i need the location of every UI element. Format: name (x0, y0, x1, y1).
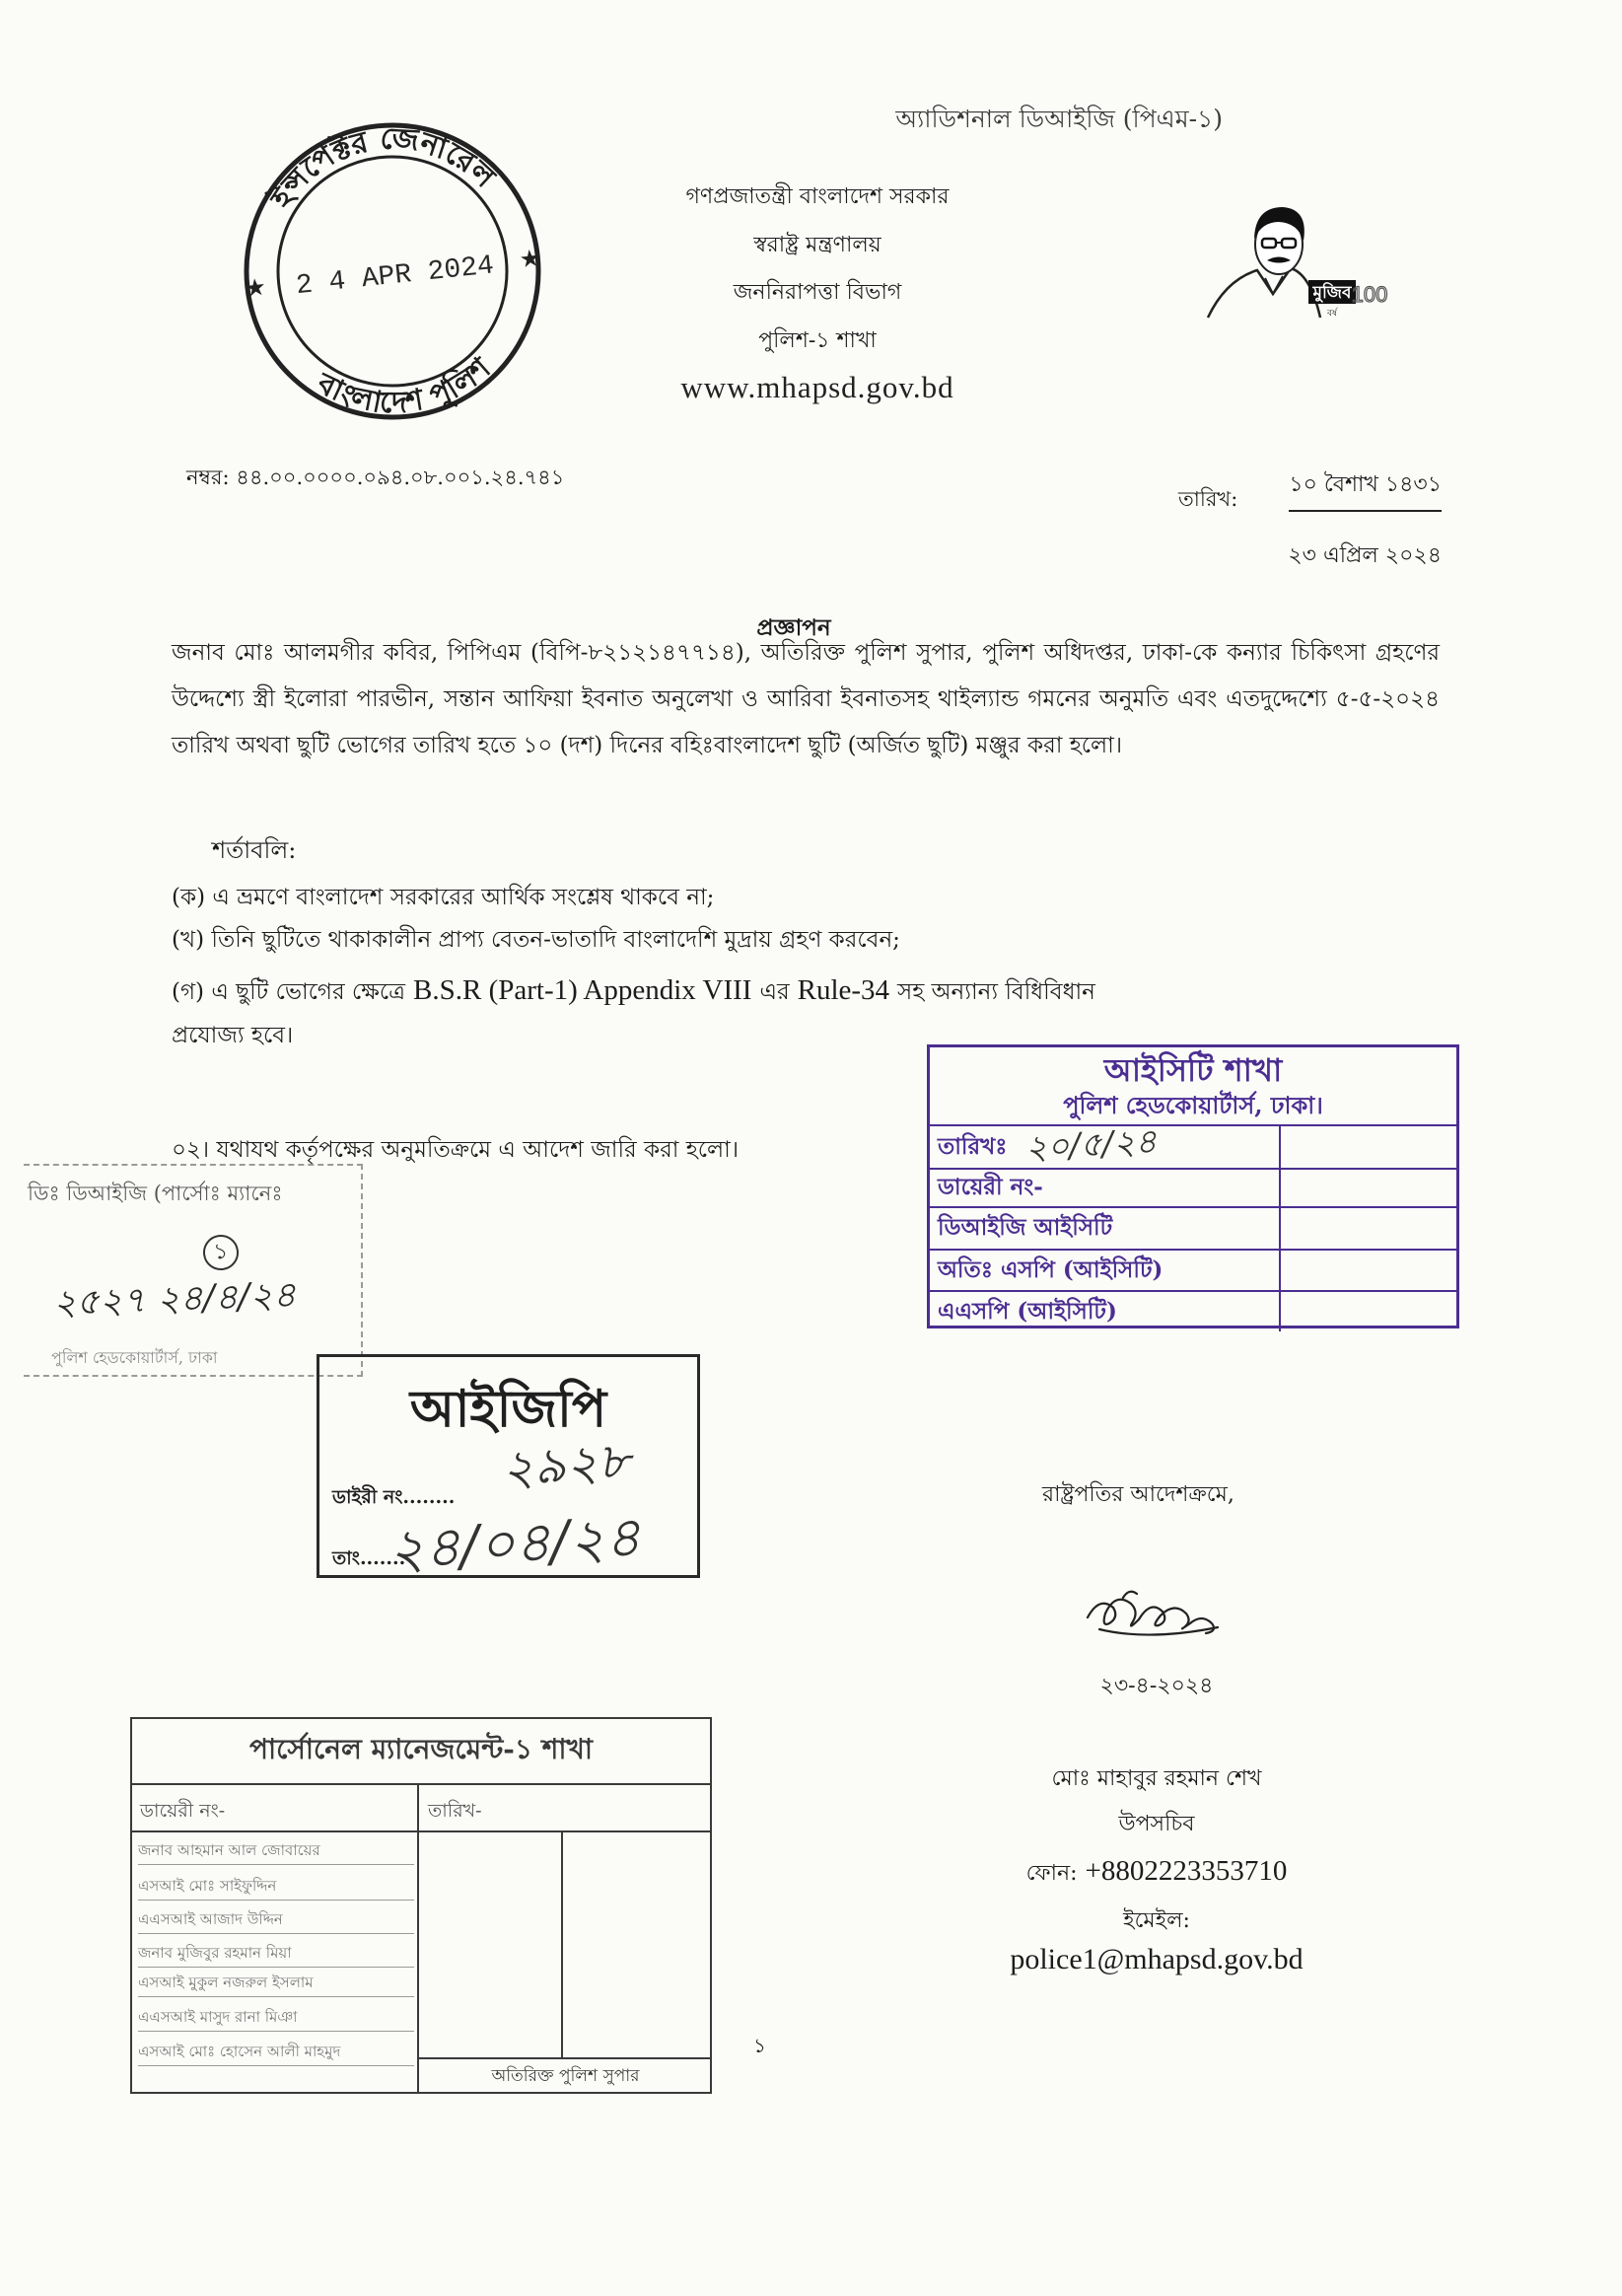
dig-stamp-title: ডিঃ ডিআইজি (পার্সোঃ ম্যানেঃ (28, 1182, 283, 1205)
dig-handwritten-entry: ২৫২৭ ২৪/৪/২৪ (52, 1274, 297, 1325)
personnel-management-stamp (130, 1717, 712, 2094)
ict-row-label-cell (930, 1121, 1281, 1168)
ict-row-value-cell (1281, 1126, 1456, 1168)
pm1-diary-label: ডায়েরী নং- (140, 1800, 226, 1822)
top-right-note: অ্যাডিশনাল ডিআইজি (পিএম-১) (895, 105, 1223, 133)
ict-stamp-row (930, 1208, 1456, 1251)
condition-c-part: (গ) এ ছুটি ভোগের ক্ষেত্রে (172, 979, 406, 1005)
ict-row-label-cell (930, 1292, 1281, 1331)
ict-row-label: অতিঃ এসপি (আইসিটি) (938, 1256, 1164, 1283)
pm1-name-row: জনাব মুজিবুর রহমান মিয়া (138, 1942, 414, 1968)
pm1-name-row: এএসআই আজাদ উদ্দিন (138, 1908, 414, 1934)
ict-row-label: এএসপি (আইসিটি) (938, 1297, 1117, 1325)
order-line: ০২। যথাযথ কর্তৃপক্ষের অনুমতিক্রমে এ আদেশ জারি করা হলো। (172, 1137, 740, 1163)
ict-row-label-cell (930, 1208, 1281, 1249)
handwritten-signature (1080, 1578, 1228, 1649)
govt-name: গণপ্রজাতন্ত্রী বাংলাদেশ সরকার (685, 184, 950, 209)
ict-row-value-cell (1281, 1251, 1456, 1290)
condition-c-part: এর (759, 979, 790, 1005)
pm1-column-divider (561, 1832, 563, 2059)
mujib-portrait-logo-icon (1200, 197, 1388, 320)
condition-a: (ক) এ ভ্রমণে বাংলাদেশ সরকারের আর্থিক সংশ্লেষ থাকবে না; (172, 885, 715, 910)
igp-diary-stamp (317, 1354, 700, 1583)
dig-stamp-footer: পুলিশ হেডকোয়ার্টার্স, ঢাকা (51, 1348, 218, 1367)
memo-number: নম্বর: ৪৪.০০.০০০০.০৯৪.০৮.০০১.২৪.৭৪১ (186, 466, 565, 489)
ict-stamp-row (930, 1251, 1456, 1292)
ict-stamp-row (930, 1121, 1456, 1170)
condition-c-part: সহ অন্যান্য বিধিবিধান (897, 979, 1095, 1005)
ict-row-label-cell (930, 1251, 1281, 1290)
igp-handwritten-diary-number: ২৯২৮ (499, 1431, 632, 1498)
division-name: জননিরাপত্তা বিভাগ (733, 280, 902, 305)
igp-diary-label: ডাইরী নং........ (332, 1486, 456, 1508)
inspector-general-seal (235, 113, 550, 429)
signatory-designation: উপসচিব (1118, 1812, 1195, 1836)
pm1-stamp-title: পার্সোনেল ম্যানেজমেন্ট-১ শাখা (132, 1719, 710, 1785)
ict-row-value-cell (1281, 1208, 1456, 1249)
ministry-name: স্বরাষ্ট্র মন্ত্রণালয় (753, 233, 882, 257)
igp-stamp-title: আইজিপি (409, 1379, 607, 1439)
igp-handwritten-date: ২৪/০৪/২৪ (387, 1505, 643, 1583)
igp-date-label: তাং....... (332, 1547, 406, 1569)
seal-top-text: ইন্সপেক্টর জেনারেল (264, 121, 502, 215)
notification-body: জনাব মোঃ আলমগীর কবির, পিপিএম (বিপি-৮২১২১৪৭৭১৪), অতিরিক্ত পুলিশ সুপার, পুলিশ অধিদপ্তর, ঢাকা-কে কন্যার চিকিৎসা গ্রহণের উদ্দেশ্যে স্ত্রী ইলোরা পারভীন, সন্তান আফিয়া ইবনাত অনুলেখা ও আরিবা ইবনাতসহ থাইল্যান্ড গমনের অনুমতি এবং এতদুদ্দেশ্যে ৫-৫-২০২৪ তারিখ অথবা ছুটি ভোগের তারিখ হতে ১০ (দশ) দিনের বহিঃবাংলাদেশ ছুটি (অর্জিত ছুটি) মঞ্জুর করা হলো। (172, 640, 1440, 758)
signatory-name: মোঃ মাহাবুর রহমান শেখ (1051, 1766, 1262, 1791)
ict-row-label: ডায়েরী নং- (938, 1174, 1043, 1200)
pm1-name-row: এসআই মোঃ সাইফুদ্দিন (138, 1875, 414, 1901)
svg-text:মুজিব: মুজিব (1312, 283, 1352, 303)
condition-c-rule-ref: B.S.R (Part-1) Appendix VIII (413, 974, 752, 1006)
ict-row-label: তারিখঃ (938, 1132, 1008, 1160)
seal-star-left-icon: ★ (243, 272, 268, 303)
pm1-signatory-title: অতিরিক্ত পুলিশ সুপার (419, 2057, 712, 2094)
pm1-column-divider (417, 1785, 419, 2094)
conditions-heading: শর্তাবলি: (212, 836, 297, 864)
ict-row-value-cell (1281, 1170, 1456, 1206)
pm1-name-row: এএসআই মাসুদ রানা মিঞা (138, 2006, 414, 2032)
date-label: তারিখ: (1178, 487, 1238, 511)
ict-handwritten-date: ২০/৫/২৪ (1023, 1121, 1158, 1168)
pm1-date-label: তারিখ- (428, 1800, 482, 1822)
ict-stamp-header (930, 1047, 1456, 1126)
svg-text:বর্ষ: বর্ষ (1327, 309, 1337, 319)
pm1-name-row: জনাব আহমান আল জোবায়ের (138, 1839, 414, 1865)
condition-c-continuation: প্রযোজ্য হবে। (172, 1023, 294, 1048)
condition-c-rule-number: Rule-34 (797, 974, 890, 1006)
website-url: www.mhapsd.gov.bd (680, 370, 954, 404)
page-number: ১ (753, 2034, 766, 2057)
dig-circled-mark: ১ (201, 1233, 242, 1273)
ict-stamp-row (930, 1170, 1456, 1208)
signatory-phone (861, 1852, 1452, 1893)
signatory-email: police1@mhapsd.gov.bd (1010, 1943, 1304, 1975)
ict-row-label: ডিআইজি আইসিটি (938, 1214, 1113, 1241)
pm1-name-row: এসআই মোঃ হোসেন আলী মাহমুদ (138, 2041, 414, 2066)
seal-date: 2 4 APR 2024 (294, 251, 496, 303)
ict-row-value-cell (1281, 1292, 1456, 1331)
seal-star-right-icon: ★ (518, 244, 542, 274)
condition-c (172, 971, 1103, 1011)
date-gregorian: ২৩ এপ্রিল ২০২৪ (1288, 543, 1442, 568)
seal-bottom-text: বাংলাদেশ পুলিশ (312, 351, 498, 421)
signature-date: ২৩-৪-২০২৪ (1099, 1674, 1214, 1698)
pm1-name-row: এসআই মুকুল নজরুল ইসলাম (138, 1972, 414, 1997)
ict-row-label-cell (930, 1170, 1281, 1206)
svg-text:100: 100 (1351, 282, 1388, 307)
ict-stamp-subtitle: পুলিশ হেডকোয়ার্টার্স, ঢাকা। (1063, 1091, 1323, 1119)
branch-name: পুলিশ-১ শাখা (758, 328, 877, 353)
signature-closing: রাষ্ট্রপতির আদেশক্রমে, (1042, 1482, 1234, 1507)
phone-label: ফোন: (1025, 1861, 1078, 1886)
date-bangla-calendar: ১০ বৈশাখ ১৪৩১ (1289, 467, 1442, 512)
phone-number: +8802223353710 (1085, 1855, 1288, 1887)
document-title: প্রজ্ঞাপন (756, 614, 831, 641)
email-label: ইমেইল: (1123, 1908, 1190, 1933)
ict-stamp-row (930, 1292, 1456, 1331)
ict-branch-stamp (927, 1044, 1459, 1328)
condition-b: (খ) তিনি ছুটিতে থাকাকালীন প্রাপ্য বেতন-ভাতাদি বাংলাদেশি মুদ্রায় গ্রহণ করবেন; (172, 927, 900, 953)
ict-stamp-title: আইসিটি শাখা (1103, 1051, 1283, 1089)
dig-personnel-stamp (24, 1164, 363, 1377)
